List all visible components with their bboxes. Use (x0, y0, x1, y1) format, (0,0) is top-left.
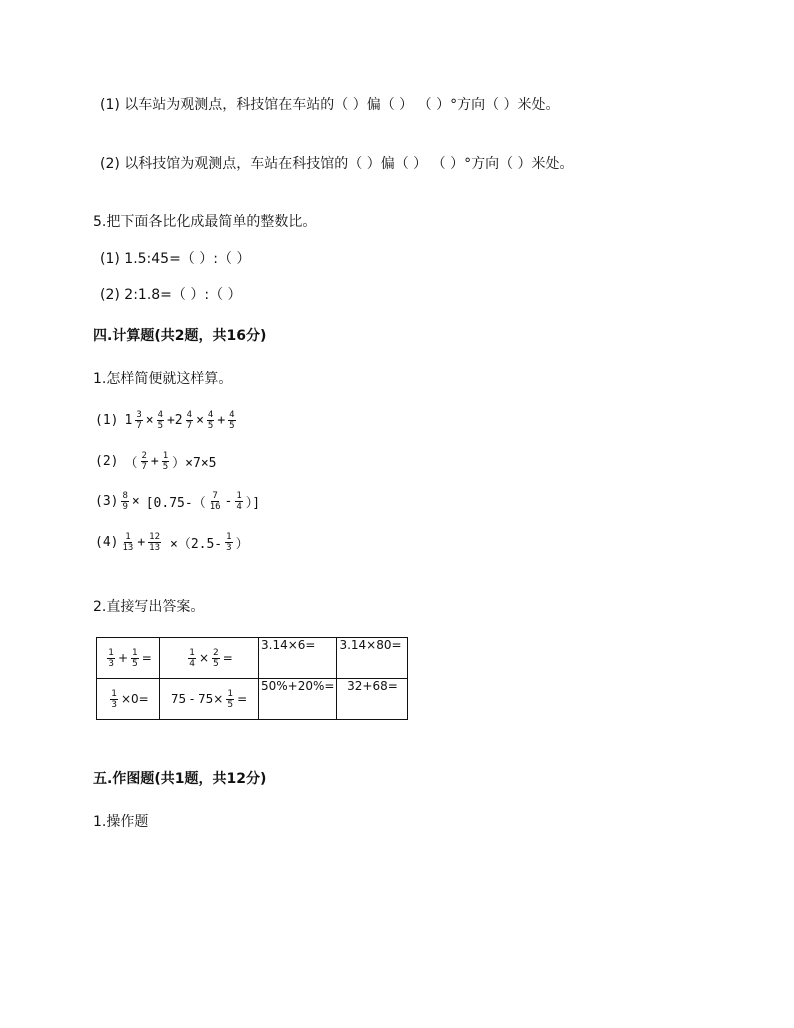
open-paren: （ (124, 456, 138, 471)
section4-q1-title: 1.怎样简便就这样算。 (93, 371, 233, 387)
fraction: $\frac{1}{13}$ (122, 532, 134, 553)
fraction: $\frac{4}{7}$ (186, 410, 193, 431)
table-cell (337, 638, 408, 679)
fraction: $\frac{1}{3}$ (108, 647, 114, 669)
fraction: $\frac{7}{16}$ (209, 491, 221, 512)
fraction: $\frac{1}{3}$ (226, 532, 232, 553)
plus-sign: +2 (166, 413, 183, 428)
expression-tail: ） (235, 537, 249, 552)
plus-sign: + (150, 454, 159, 469)
expression-middle: ×（2.5- (170, 537, 223, 552)
plus-sign: + (217, 413, 226, 428)
calc-label: (2) (95, 454, 119, 469)
cell-text: 3.14×80= (339, 638, 402, 652)
cell-text: 3.14×6= (261, 638, 316, 652)
fraction: $\frac{8}{9}$ (122, 491, 128, 512)
times-sign: × (145, 413, 154, 428)
problem4-item2: (2) 以科技馆为观测点，车站在科技馆的（ ）偏（ ） （ ）°方向（ ）米处。 (100, 156, 574, 172)
table-cell (259, 638, 337, 679)
section4-q2-title: 2.直接写出答案。 (93, 599, 205, 615)
problem4-item1: (1) 以车站为观测点，科技馆在车站的（ ）偏（ ） （ ）°方向（ ）米处。 (100, 97, 560, 113)
table-cell (97, 679, 160, 720)
problem5-item2: (2) 2:1.8=（ ）:（ ） (100, 287, 242, 303)
table-row (97, 638, 408, 679)
times-sign: × (198, 651, 209, 665)
fraction: $\frac{2}{7}$ (141, 451, 147, 472)
answer-table (96, 637, 408, 720)
calc-label: (1) (95, 413, 119, 428)
calc-item-1 (95, 410, 239, 431)
cell-text: 50%+20%= (261, 679, 335, 693)
table-cell (97, 638, 160, 679)
calc-item-4 (95, 532, 249, 553)
problem5-item1: (1) 1.5:45=（ ）:（ ） (100, 251, 251, 267)
table-cell (259, 679, 337, 720)
section5-q1-title: 1.操作题 (93, 814, 149, 830)
cell-text: 32+68= (347, 679, 398, 693)
cell-text: ×0= (120, 692, 149, 706)
fraction: $\frac{1}{4}$ (189, 647, 195, 669)
equals-sign: = (141, 651, 152, 665)
plus-sign: + (117, 651, 128, 665)
calc-item-2 (95, 451, 216, 472)
equals-sign: = (237, 692, 248, 706)
cell-text: 75 - 75× (170, 692, 224, 706)
minus-sign: - (224, 494, 233, 509)
calc-label: (4) (95, 535, 119, 550)
table-cell (337, 679, 408, 720)
fraction: $\frac{1}{5}$ (227, 688, 234, 710)
fraction: $\frac{2}{5}$ (213, 647, 219, 669)
section4-heading: 四.计算题(共2题，共16分) (93, 328, 267, 344)
times-sign: × (196, 413, 204, 428)
plus-sign: + (137, 535, 146, 550)
table-cell (160, 638, 259, 679)
calc-item-3 (95, 491, 260, 512)
fraction: $\frac{1}{5}$ (162, 451, 169, 472)
expression-tail: ）] (245, 496, 261, 511)
table-cell (160, 679, 259, 720)
section5-heading: 五.作图题(共1题，共12分) (93, 771, 267, 787)
fraction: $\frac{4}{5}$ (157, 410, 163, 431)
expression-middle: [0.75-（ (145, 496, 206, 511)
fraction: $\frac{1}{5}$ (132, 647, 138, 669)
fraction: $\frac{1}{4}$ (236, 491, 242, 512)
fraction: $\frac{3}{7}$ (136, 410, 142, 431)
fraction: $\frac{4}{5}$ (207, 410, 214, 431)
fraction: $\frac{4}{5}$ (229, 410, 235, 431)
fraction: $\frac{12}{13}$ (149, 532, 160, 553)
equals-sign: = (222, 651, 233, 665)
fraction: $\frac{1}{3}$ (111, 688, 117, 710)
whole-number: 1 (124, 413, 133, 428)
expression-tail: ）×7×5 (172, 456, 217, 471)
calc-label: (3) (95, 494, 119, 509)
table-row (97, 679, 408, 720)
times-sign: × (131, 494, 140, 509)
problem5-title: 5.把下面各比化成最简单的整数比。 (93, 214, 317, 230)
